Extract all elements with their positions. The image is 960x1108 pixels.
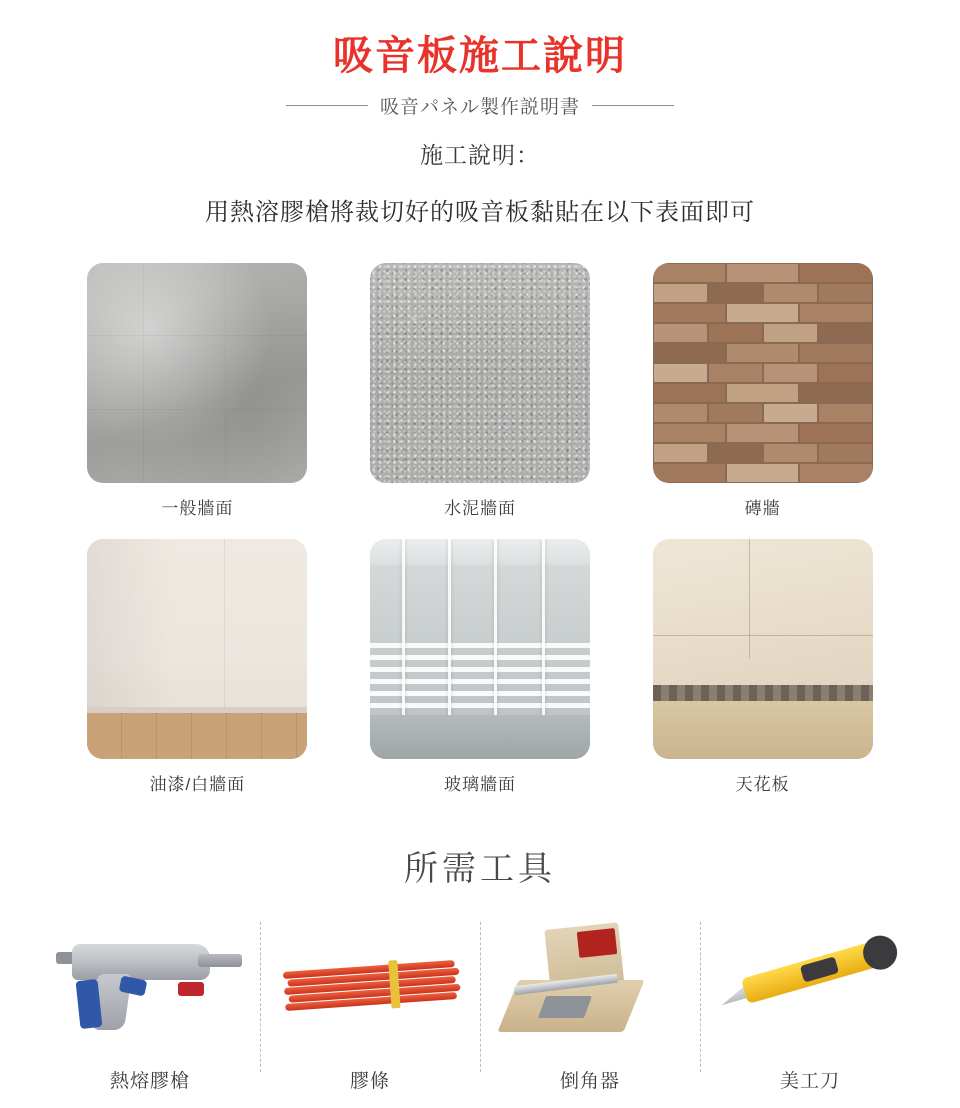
brick <box>654 424 725 442</box>
wood-floor <box>87 707 307 759</box>
ceiling-edge-shadow <box>653 685 873 701</box>
surface-caption: 磚牆 <box>744 499 781 518</box>
divider-left <box>286 105 368 106</box>
brick <box>654 344 725 362</box>
brick-row <box>653 443 873 463</box>
surface-item-cement-wall <box>353 263 608 529</box>
tool-caption: 美工刀 <box>779 1071 840 1093</box>
glue-gun-nozzle <box>198 954 242 967</box>
brick <box>654 264 725 282</box>
chamfer-package-label <box>577 928 618 958</box>
tools-list <box>0 918 960 1093</box>
surface-item-glass-wall <box>353 539 608 805</box>
brick <box>819 444 872 462</box>
brick <box>764 404 817 422</box>
surface-caption: 油漆/白牆面 <box>149 775 246 794</box>
brick <box>819 364 872 382</box>
tool-item-chamfer-tool <box>480 918 700 1093</box>
brick-row <box>653 463 873 483</box>
brick <box>819 324 872 342</box>
brick-row <box>653 383 873 403</box>
brick <box>764 364 817 382</box>
brick <box>727 424 798 442</box>
brick <box>709 364 762 382</box>
brick <box>727 384 798 402</box>
glass-room-floor <box>370 715 590 759</box>
glue-gun-body <box>72 944 210 980</box>
brick <box>800 264 871 282</box>
brick <box>764 444 817 462</box>
brick <box>709 404 762 422</box>
divider-right <box>592 105 674 106</box>
glue-sticks-bundle <box>283 960 457 1012</box>
brick <box>819 404 872 422</box>
brick <box>764 284 817 302</box>
surface-item-brick-wall <box>635 263 890 529</box>
brick-row <box>653 343 873 363</box>
brick <box>727 344 798 362</box>
brick-row <box>653 363 873 383</box>
tool-caption: 熱熔膠槍 <box>109 1071 190 1093</box>
brick <box>800 384 871 402</box>
brick <box>819 284 872 302</box>
glue-gun-switch <box>178 982 204 996</box>
brick-row <box>653 403 873 423</box>
brick <box>709 324 762 342</box>
subtitle-row <box>0 92 960 119</box>
brick <box>800 304 871 322</box>
cement-wall-image <box>370 263 590 483</box>
brick-wall-image <box>653 263 873 483</box>
utility-knife-icon <box>710 918 910 1050</box>
brick <box>727 264 798 282</box>
brick <box>709 284 762 302</box>
brick <box>727 464 798 482</box>
chamfer-tool-icon <box>490 918 690 1050</box>
tool-caption: 倒角器 <box>559 1071 620 1093</box>
surface-caption: 水泥牆面 <box>443 499 516 518</box>
brick <box>709 444 762 462</box>
brick-row <box>653 283 873 303</box>
tools-section-title: 所需工具 <box>404 850 556 888</box>
brick <box>800 464 871 482</box>
wall-shading <box>87 539 175 707</box>
surface-caption: 一般牆面 <box>161 499 234 518</box>
surface-item-ceiling <box>635 539 890 805</box>
chamfer-clip <box>538 996 592 1018</box>
page-title: 吸音板施工說明 <box>333 34 627 78</box>
brick <box>654 404 707 422</box>
tool-caption: 膠條 <box>349 1071 390 1093</box>
glass-wall-image <box>370 539 590 759</box>
brick <box>654 364 707 382</box>
ceiling-seam <box>653 635 873 636</box>
brick-row <box>653 263 873 283</box>
plain-wall-image <box>87 263 307 483</box>
brick <box>654 384 725 402</box>
page-subtitle: 吸音パネル製作説明書 <box>379 97 580 118</box>
glue-gun-icon <box>50 918 250 1050</box>
surface-caption: 玻璃牆面 <box>443 775 516 794</box>
tool-item-utility-knife <box>700 918 920 1093</box>
ceiling-image <box>653 539 873 759</box>
brick <box>654 444 707 462</box>
brick <box>654 284 707 302</box>
wall-corner-line <box>224 539 225 707</box>
utility-knife-shape <box>714 927 904 1019</box>
tool-item-glue-gun <box>40 918 260 1093</box>
brick <box>654 324 707 342</box>
brick <box>727 304 798 322</box>
painted-wall-image <box>87 539 307 759</box>
brick <box>764 324 817 342</box>
instruction-text: 用熱溶膠槍將裁切好的吸音板黏貼在以下表面即可 <box>205 199 755 226</box>
surface-grid <box>70 263 890 805</box>
brick-row <box>653 423 873 443</box>
brick-row <box>653 303 873 323</box>
ceiling-seam <box>749 539 750 659</box>
brick <box>654 304 725 322</box>
surface-item-painted-wall <box>70 539 325 805</box>
section-label: 施工說明： <box>420 142 540 168</box>
surface-item-plain-wall <box>70 263 325 529</box>
tool-item-glue-sticks <box>260 918 480 1093</box>
brick <box>800 424 871 442</box>
surface-caption: 天花板 <box>735 775 790 794</box>
ceiling-board <box>653 701 873 759</box>
brick-row <box>653 323 873 343</box>
glue-sticks-icon <box>270 918 470 1050</box>
brick <box>654 464 725 482</box>
brick <box>800 344 871 362</box>
